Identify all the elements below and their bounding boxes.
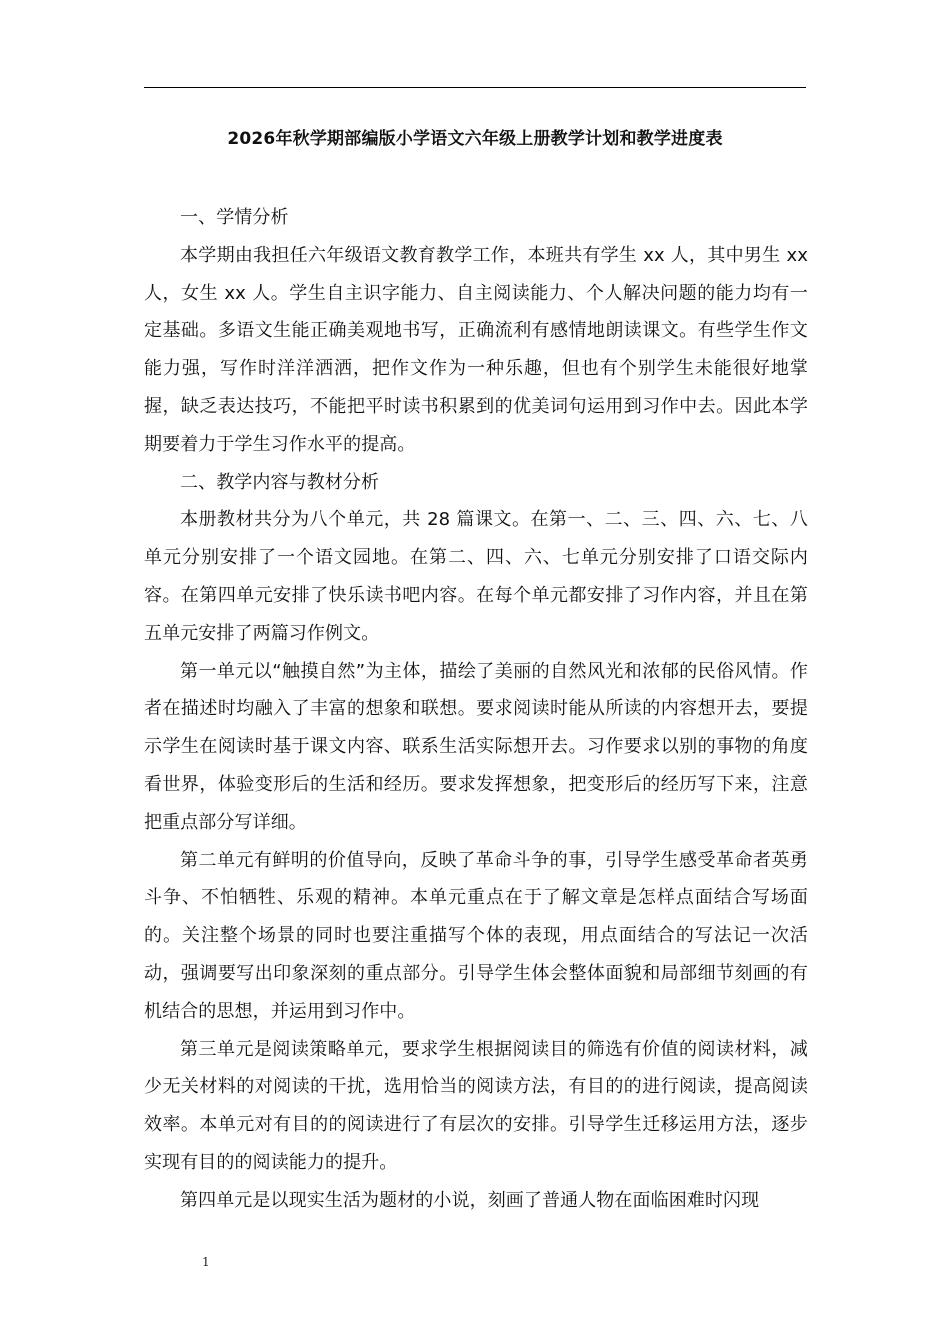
section-heading-2: 二、教学内容与教材分析 bbox=[180, 471, 380, 493]
body-paragraph: 第一单元以“触摸自然”为主体，描绘了美丽的自然风光和浓郁的民俗风情。作者在描述时均融入了丰富的想象和联想。要求阅读时能从所读的内容想开去，要提示学生在阅读时基于课文内容、联系生活实际想开去。习作要求以别的事物的角度看世界，体验变形后的生活和经历。要求发挥想象，把变形后的经历写下来，注意把重点部分写详细。 bbox=[144, 660, 808, 833]
body-paragraph: 第二单元有鲜明的价值导向，反映了革命斗争的事，引导学生感受革命者英勇斗争、不怕牺牲、乐观的精神。本单元重点在于了解文章是怎样点面结合写场面的。关注整个场景的同时也要注重描写个体的表现，用点面结合的写法记一次活动，强调要写出印象深刻的重点部分。引导学生体会整体面貌和局部细节刻画的有机结合的思想，并运用到习作中。 bbox=[144, 849, 808, 1022]
body-paragraph: 本学期由我担任六年级语文教育教学工作，本班共有学生 xx 人，其中男生 xx 人，女生 xx 人。学生自主识字能力、自主阅读能力、个人解决问题的能力均有一定基础。多语文生能正确美观地书写，正确流利有感情地朗读课文。有些学生作文能力强，写作时洋洋洒洒，把作文作为一种乐趣，但也有个别学生未能很好地掌握，缺乏表达技巧，不能把平时读书积累到的优美词句运用到习作中去。因此本学期要着力于学生习作水平的提高。 bbox=[144, 244, 808, 455]
body-paragraph: 本册教材共分为八个单元，共 28 篇课文。在第一、二、三、四、六、七、八单元分别安排了一个语文园地。在第二、四、六、七单元分别安排了口语交际内容。在第四单元安排了快乐读书吧内容。在每个单元都安排了习作内容，并且在第五单元安排了两篇习作例文。 bbox=[144, 509, 808, 644]
document-title: 2026年秋学期部编版小学语文六年级上册教学计划和教学进度表 bbox=[227, 129, 723, 149]
document-body bbox=[144, 199, 808, 1220]
page-number: 1 bbox=[202, 1255, 210, 1269]
body-paragraph: 第四单元是以现实生活为题材的小说，刻画了普通人物在面临困难时闪现 bbox=[180, 1189, 760, 1211]
section-heading-1: 一、学情分析 bbox=[180, 207, 289, 228]
body-paragraph: 第三单元是阅读策略单元，要求学生根据阅读目的筛选有价值的阅读材料，减少无关材料的对阅读的干扰，选用恰当的阅读方法，有目的的进行阅读，提高阅读效率。本单元对有目的的阅读进行了有层次的安排。引导学生迁移运用方法，逐步实现有目的的阅读能力的提升。 bbox=[144, 1038, 808, 1173]
header-rule bbox=[144, 87, 806, 88]
